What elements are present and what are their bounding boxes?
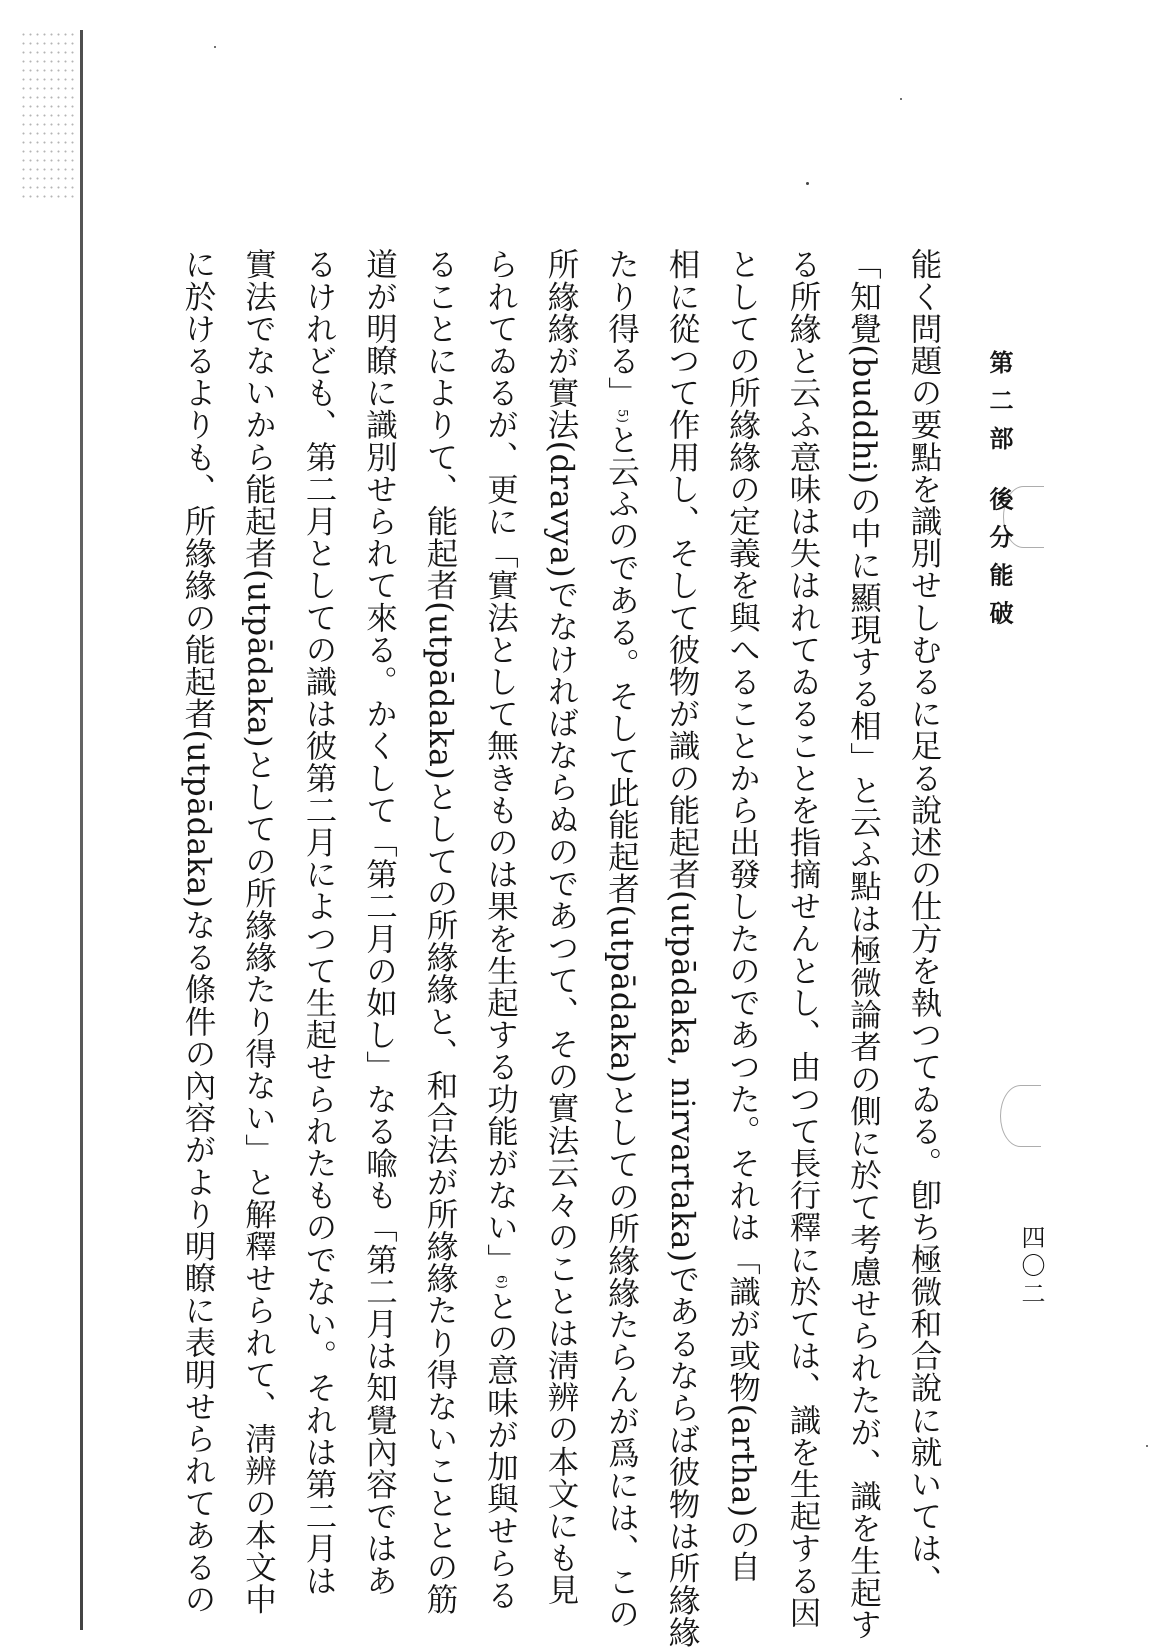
text-line: 所緣緣が實法(dravya)でなければならぬのであつて、その實法云々のことは淸辨の本文にも見 — [543, 248, 579, 1606]
body-text — [168, 248, 955, 1649]
scan-speckle — [20, 30, 75, 200]
footnote-ref-6: 6) — [493, 1275, 509, 1290]
text-line: ることによりて、能起者(utpādaka)としての所緣緣と、和合法が所緣緣たり得ないこととの筋 — [422, 248, 458, 1615]
scan-dot — [1146, 1445, 1148, 1447]
text-line: 能く問題の要點を識別せしむるに足る說述の仕方を執つてゐる。卽ち極微和合說に就いては、 — [906, 248, 942, 1597]
text-segment: との意味が加與せらる — [482, 1289, 519, 1611]
scan-dot — [900, 98, 902, 100]
text-line: 「知覺(buddhi)の中に顯現する相」と云ふ點は極微論者の側に於て考慮せられたが、識を生起す — [845, 248, 882, 1641]
text-line — [591, 248, 652, 1630]
margin-arc-mark — [1000, 1085, 1041, 1147]
text-segment: られてゐるが、更に「實法として無きものは果を生起する功能がない」 — [482, 248, 519, 1276]
scan-dot — [214, 46, 216, 48]
text-segment: と云ふのである。そして此能起者(utpādaka)としての所緣緣たらんが爲には、この — [603, 423, 640, 1630]
text-line: に於けるよりも、所緣緣の能起者(utpādaka)なる條件の內容がより明瞭に表明せられてあるの — [180, 248, 216, 1615]
page-number: 四〇二 — [1017, 1225, 1045, 1309]
running-header: 第二部 後分能破 — [985, 350, 1014, 639]
text-line: 道が明瞭に識別せられて來る。かくして「第二月の如し」なる喩も「第二月は知覺內容ではあ — [361, 248, 398, 1597]
text-line: としての所緣緣の定義を與へることから出發したのであつた。それは「識が或物(artha)の自 — [724, 248, 761, 1583]
text-line: 實法でないから能起者(utpādaka)としての所緣緣たり得ない」と解釋せられて、淸辨の本文中 — [240, 248, 277, 1615]
text-line — [470, 248, 531, 1611]
text-line: る所緣と云ふ意味は失はれてゐることを指摘せんとし、由つて長行釋に於ては、識を生起する因 — [785, 248, 821, 1629]
footnote-ref-5: 5) — [614, 408, 630, 424]
text-line: 相に從つて作用し、そして彼物が識の能起者(utpādaka, nirvartaka)であるならば彼物は所緣緣 — [664, 248, 700, 1649]
text-segment: たり得る」 — [603, 248, 640, 409]
binding-edge — [80, 30, 83, 1630]
text-line: るけれども、第二月としての識は彼第二月によつて生起せられたものでない。それは第二月は — [301, 248, 337, 1597]
scan-dot — [806, 182, 809, 185]
